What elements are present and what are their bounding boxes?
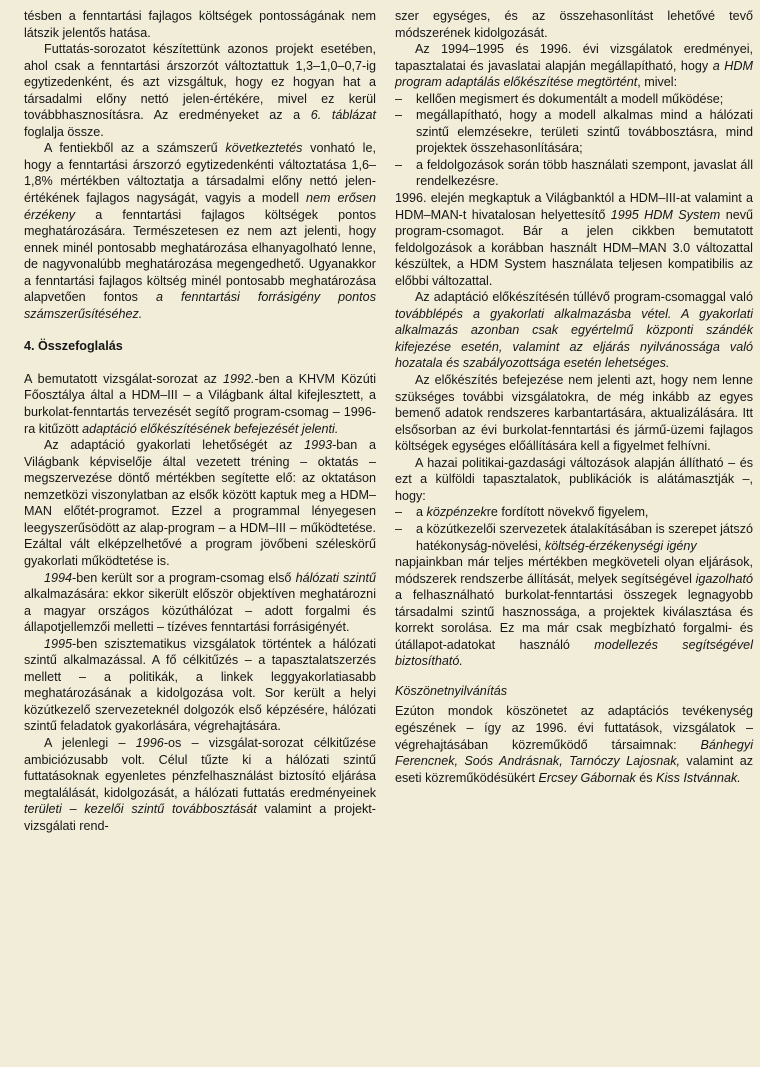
emphasis-text: Kiss Istvánnak. [656, 770, 741, 785]
list-item: – a közútkezelői szervezetek átalakításában is szerepet játszó hatékonyság-növelési, költség-érzékenységi igény [395, 521, 753, 554]
emphasis-text: adaptáció előkészítésének befejezését jelenti. [82, 421, 339, 436]
paragraph-adaptalas-eloskeszitese: Az 1994–1995 és 1996. évi vizsgálatok eredményei, tapasztalatai és javaslatai alapján megállapítható, hogy a HDM program adaptálás előkészítése megtörtént, mivel: [395, 42, 753, 90]
right-column [395, 8, 753, 786]
emphasis-text: 1994 [44, 570, 73, 585]
left-column [24, 8, 376, 834]
emphasis-text: következtetés [225, 141, 303, 156]
emphasis-text: 1995 HDM System [610, 207, 721, 222]
paragraph-elokeszites-befejezese: Az előkészítés befejezése nem jelenti azt, hogy nem lenne szükséges további vizsgálatokra, de még inkább az egyes bemenő adatok rendszeres karbantartására, aktualizálására. Itt elsősorban az évi burkolat-fenntartási és jármű-üzemi fajlagos költségek egységes előállítására kell a figyelmet felhívni. [395, 373, 753, 454]
paragraph-hdm-system: 1996. elején megkaptuk a Világbanktól a HDM–III-at valamint a HDM–MAN-t hivatalosan helyettesítő 1995 HDM System nevű program-csomagot. Bár a jelen cikkben bemutatott feldolgozások a korábban használt HDM–MAN 3.0 változattal készültek, a HDM System használata teljesen kompatibilis az előbbi változattal. [395, 191, 754, 288]
paragraph-1996: A jelenlegi – 1996-os – vizsgálat-sorozat célkitűzése ambiciózusabb volt. Célul tűzte ki a hálózati szintű futtatásoknak egyenletes pénzfelhasználást biztosító eljárása megtalálását, kidolgozását, a hálózati futtatás eredményeinek területi – kezelői szintű továbbosztását valamint a projekt-vizsgálati rend- [24, 735, 376, 833]
paragraph-1994: 1994-ben került sor a program-csomag első hálózati szintű alkalmazására: ekkor sikerült először objektíven meghatározni a magyar országos közúthálózat – adott forgalmi és állapotjellemzői melletti – tízéves fenntartási forrásigényét. [24, 570, 376, 635]
paragraph-futtatas-sorozat: Futtatás-sorozatot készítettünk azonos projekt esetében, ahol csak a fenntartási árszorzót változtattuk 1,3–1,0–0,7-ig egytizedenként, és azt vizsgáltuk, hogy ez hogyan hat a társadalmi előny nettó jelen-értékére, mivel ez kerül továbbhasznosításra. Az eredményeket az a 6. táblázat foglalja össze. [24, 42, 376, 139]
emphasis-text: modellezés segítségével biztosítható. [395, 637, 753, 669]
emphasis-text: területi – kezelői szintű továbbosztását [24, 802, 257, 817]
list-item: – kellően megismert és dokumentált a modell működése; [395, 91, 753, 108]
emphasis-text: a HDM program adaptálás előkészítése megtörtént [395, 58, 753, 90]
acknowledgement-text: Ezúton mondok köszönetet az adaptációs tevékenység egészének – így az 1996. évi futtatások, vizsgálatok – végrehajtásában közreműködő társaimnak: Bánhegyi Ferencnek, Soós Andrásnak, Tarnóczy Lajosnak, valamint az eseti közreműködésükért Ercsey Gábornak és Kiss Istvánnak. [395, 704, 753, 785]
paragraph-tovabblepes: Az adaptáció előkészítésén túllévő program-csomaggal való továbblépés a gyakorlati alkalmazásba vétel. A gyakorlati alkalmazás azonban csak egyértelmű központi szándék kifejezése esetén, valamint az eljárás nyilvánossága való hozatala és szabályozottsága esetén lehetséges. [395, 290, 753, 371]
section-title-osszefoglalas: 4. Összefoglalás [24, 339, 123, 354]
emphasis-text: 1992. [222, 371, 255, 386]
emphasis-text: továbblépés a gyakorlati alkalmazásba vétel. A gyakorlati alkalmazás azonban csak egyértelmű központi szándék kifejezése esetén, valamint az eljárás nyilvánossága való hozatala és szabályozottsága esetén lehetséges. [395, 306, 753, 371]
emphasis-text: igazolható [695, 571, 753, 586]
emphasis-text: Ercsey Gábornak [538, 770, 636, 785]
emphasis-text: a fenntartási forrásigény pontos számszerűsítéséhez. [24, 290, 376, 321]
emphasis-text: Bánhegyi Ferencnek, Soós Andrásnak, Tarnóczy Lajosnak, [395, 737, 753, 769]
emphasis-text: 1996 [135, 735, 164, 750]
demands-list [395, 504, 753, 554]
paragraph-kovetkeztetes: A fentiekből az a számszerű következtetés vonható le, hogy a fenntartási árszorzó egytizedenkénti változtatása 1,6–1,8% mértékben változtatja a társadalmi előny nettó jelen-értékének fajlagos nagyságát, vagyis a modell nem erősen érzékeny a fenntartási fajlagos költségek pontos meghatározására. Természetesen ez nem azt jelenti, hogy ennek minél pontosabb meghatározása elhanyagolható lenne, de nagyvonalúbb meghatározása megengedhető. Ugyanakkor a fenntartási fajlagos költség minél pontosabb meghatározása alapvetően fontos a fenntartási forrásigény pontos számszerűsítéséhez. [24, 141, 377, 321]
emphasis-text: hálózati szintű [295, 570, 376, 585]
emphasis-text: költség-érzékenységi igény [544, 538, 697, 553]
emphasis-text: 1995 [44, 636, 73, 651]
paragraph-adaptacio-1993: Az adaptáció gyakorlati lehetőségét az 1993-ban a Világbank képviselője által vezetett tréning – oktatás – megszervezése döntő mértékben segítette elő: az oktatáson nemzetközi viszonylatban az elsők között kaptuk meg a HDM–MAN előtét-programot. Ezzel a programmal lényegesen leegyszerűsödött az alap-program – a HDM–III – működtetése. Ezáltal vált elképzelhetővé a program jövőbeni széleskörű gyakorlati működtetése is. [24, 438, 376, 568]
list-item: – a feldolgozások során több használati szempont, javaslat áll rendelkezésre. [395, 157, 753, 190]
paragraph-napjainkban: napjainkban már teljes mértékben megköveteli olyan eljárások, módszerek rendszerbe állítását, melyek segítségével igazolható a felhasználható burkolat-fenntartási összegek legnagyobb társadalmi szintű hasznossága, a projektek kiválasztása és korrekt sorolása. Ez ma már csak megbízható forgalmi- és útállapot-adatokat használó modellezés segítségével biztosítható. [395, 555, 753, 669]
emphasis-text: 1993 [304, 438, 333, 453]
list-item: – megállapítható, hogy a modell alkalmas mind a hálózati szintű elemzésekre, területi szintű továbbosztásra, mind projektek összehasonlítására; [395, 107, 753, 157]
reasons-list [395, 91, 753, 190]
emphasis-text: 6. táblázat [310, 108, 376, 123]
list-item: – a közpénzekre fordított növekvő figyelem, [395, 504, 753, 521]
emphasis-text: nem erősen érzékeny [24, 191, 377, 222]
paragraph-continuation-right: szer egységes, és az összehasonlítást lehetővé tevő módszerének kidolgozását. [395, 9, 753, 40]
emphasis-text: közpénzek [426, 505, 487, 520]
acknowledgement-title: Köszönetnyilvánítás [395, 683, 508, 698]
paragraph-1995: 1995-ben szisztematikus vizsgálatok történtek a hálózati szintű alkalmazással. A fő célkitűzés – a tapasztalatszerzés mellett – a politikák, a linkek leggyakorlatiasabb meghatározásának a kidolgozása volt. Sor került a helyi közútkezelő szervezeteknél dolgozók első képzésére, hálózati szintű feladatok gyakorlására, végrehajtására. [24, 636, 376, 734]
paragraph-bemutatott-vizsgalat: A bemutatott vizsgálat-sorozat az 1992.-ben a KHVM Közúti Főosztálya által a HDM–III – a Világbank által kifejlesztett, a burkolat-fenntartás tervezését segítő program-csomag – 1996-ra kitűzött adaptáció előkészítésének befejezését jelenti. [24, 371, 376, 436]
paragraph-continuation: tésben a fenntartási fajlagos költségek pontosságának nem látszik jelentős hatása. [24, 9, 376, 40]
paragraph-politikai-gazdasagi: A hazai politikai-gazdasági változások alapján állítható – és ezt a külföldi tapasztalatok, publikációk is alátámasztják –, hogy: [395, 455, 753, 503]
